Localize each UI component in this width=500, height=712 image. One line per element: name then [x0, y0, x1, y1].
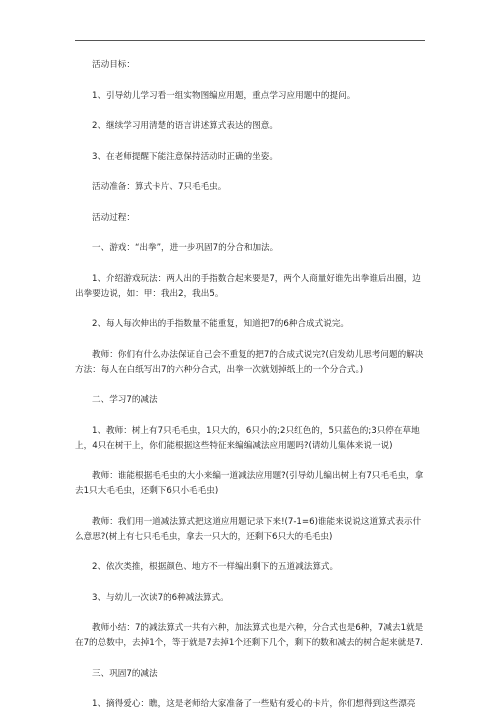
paragraph-15: 3、与幼儿一次读7的6种减法算式。: [92, 592, 229, 603]
paragraph-9: 教师：你们有什么办法保证自己会不重复的把7的合成式说完?(启发幼儿思考问题的解决方法：每人在白纸写出7的六种分合式，出拳一次就划掉纸上的一个分合式。): [75, 349, 424, 375]
paragraph-1: 1、引导幼儿学习看一组实物图编应用题，重点学习应用题中的提问。: [92, 90, 356, 101]
paragraph-18: 1、摘得爱心：瞧，这是老师给大家准备了一些贴有爱心的卡片，你们想得到这些漂亮: [92, 699, 416, 709]
paragraph-3: 3、在老师提醒下能注意保持活动时正确的坐姿。: [92, 151, 278, 162]
paragraph-0: 活动目标：: [92, 60, 135, 70]
paragraph-11: 1、教师：树上有7只毛毛虫，1只大的，6只小的;2只红色的，5只蓝色的;3只停在草地上，4只在树干上，你们能根据这些特征来编编减法应用题吗?(请幼儿集体来说一说): [75, 425, 420, 451]
paragraph-7: 1、介绍游戏玩法：两人出的手指数合起来要是7，两个人商量好谁先出拳谁后出圈，边出拳要边说，如：甲：我出2，我出5。: [75, 273, 421, 299]
paragraph-16: 教师小结：7的减法算式一共有六种，加法算式也是六种，分合式也是6种，7减去1就是在7的总数中，去掉1个，等于就是7去掉1个还剩下几个，剩下的数和减去的树合起来就是7.: [75, 623, 424, 648]
paragraph-10: 二、学习7的减法: [92, 395, 158, 405]
paragraph-12: 教师：谁能根据毛毛虫的大小来编一道减法应用题?(引导幼儿编出树上有7只毛毛虫，拿去1只大毛毛虫，还剩下6只小毛毛虫): [75, 471, 424, 496]
paragraph-8: 2、每人每次伸出的手指数量不能重复，知道把7的6种合成式说完。: [92, 319, 350, 329]
paragraph-6: 一、游戏：“出拳”，进一步巩固7的分合和加法。: [92, 243, 279, 253]
paragraph-2: 2、继续学习用清楚的语言讲述算式表达的图意。: [92, 121, 278, 131]
paragraph-5: 活动过程：: [92, 212, 135, 223]
header-rule: [75, 40, 425, 41]
paragraph-14: 2、依次类推，根据颜色、地方不一样编出剩下的五道减法算式。: [92, 562, 339, 572]
paragraph-17: 三、巩固7的减法: [92, 668, 158, 679]
paragraph-4: 活动准备：算式卡片、7只毛毛虫。: [92, 182, 227, 192]
document-body: [75, 58, 427, 712]
paragraph-13: 教师：我们用一道减法算式把这道应用题记录下来!(7-1=6)谁能来说说这道算式表示什么意思?(树上有七只毛毛虫，拿去一只大的，还剩下6只大的毛毛虫): [75, 516, 422, 542]
